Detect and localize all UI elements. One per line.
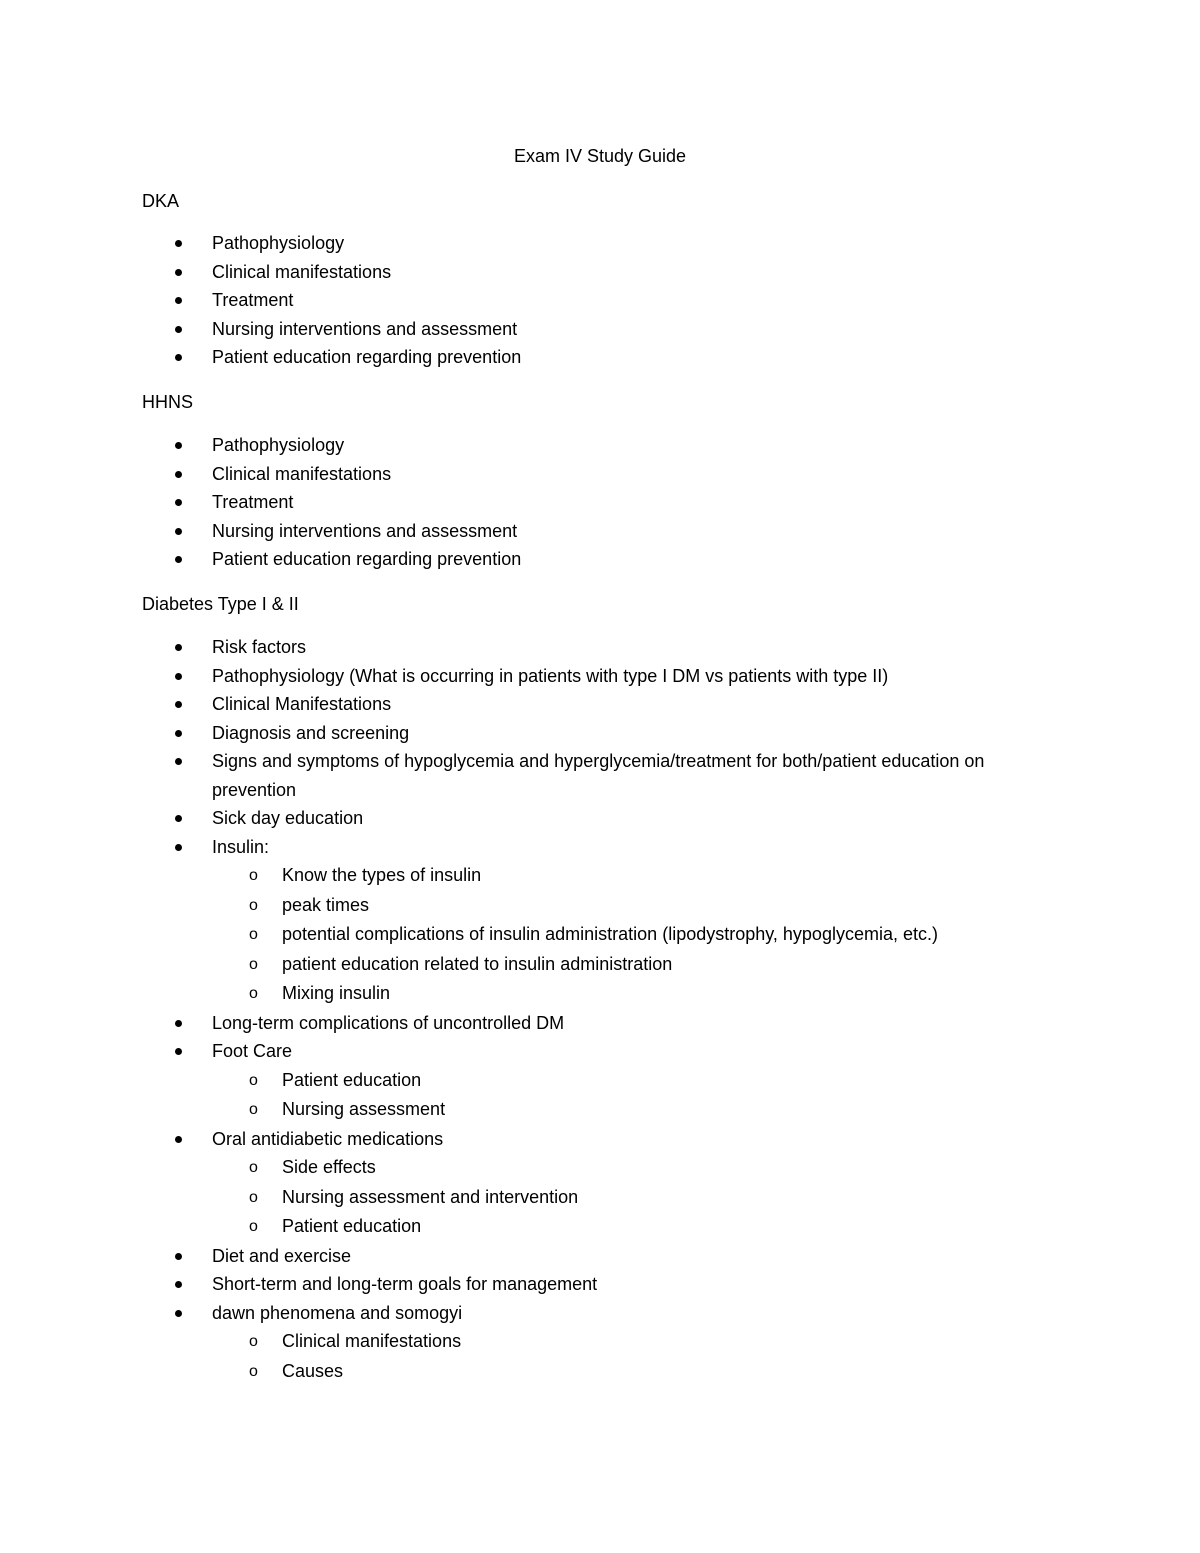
list-item: dawn phenomena and somogyi bbox=[0, 1299, 1042, 1328]
list-item: Insulin: bbox=[0, 833, 1042, 862]
circle-bullet-icon: o bbox=[249, 1333, 258, 1350]
bullet-icon bbox=[175, 1020, 182, 1027]
bullet-icon bbox=[175, 1136, 182, 1143]
bullet-icon bbox=[175, 758, 182, 765]
list-item: Pathophysiology (What is occurring in patients with type I DM vs patients with type II) bbox=[0, 662, 1042, 691]
list-item: Diet and exercise bbox=[0, 1242, 1042, 1271]
list-item: Signs and symptoms of hypoglycemia and hyperglycemia/treatment for both/patient education on prevention bbox=[0, 747, 1042, 804]
circle-bullet-icon: o bbox=[249, 955, 258, 973]
bullet-icon bbox=[175, 297, 182, 304]
list-item: Nursing interventions and assessment bbox=[0, 315, 1042, 344]
section-heading-diabetes: Diabetes Type I & II bbox=[142, 594, 299, 614]
bullet-icon bbox=[175, 730, 182, 737]
section-heading-dka: DKA bbox=[142, 191, 180, 211]
bullet-icon bbox=[175, 269, 182, 276]
list-item: Treatment bbox=[0, 488, 1042, 517]
page-title: Exam IV Study Guide bbox=[513, 146, 687, 166]
circle-bullet-icon: o bbox=[249, 867, 258, 884]
bullet-icon bbox=[175, 1281, 182, 1288]
circle-bullet-icon: o bbox=[249, 1362, 258, 1380]
list-item: Short-term and long-term goals for management bbox=[0, 1270, 1042, 1299]
sub-list-item: o patient education related to insulin administration bbox=[0, 950, 1042, 980]
sub-list-item: o Patient education bbox=[0, 1066, 1042, 1096]
bullet-icon bbox=[175, 701, 182, 708]
list-item: Treatment bbox=[0, 286, 1042, 315]
sub-list-item: o Know the types of insulin bbox=[0, 861, 1042, 891]
sub-list-item: o Clinical manifestations bbox=[0, 1327, 1042, 1357]
list-item: Clinical manifestations bbox=[0, 460, 1042, 489]
circle-bullet-icon: o bbox=[249, 985, 258, 1002]
list-item: Diagnosis and screening bbox=[0, 719, 1042, 748]
circle-bullet-icon: o bbox=[249, 1101, 258, 1118]
bullet-icon bbox=[175, 354, 182, 361]
list-item: Foot Care bbox=[0, 1037, 1042, 1066]
list-item: Clinical manifestations bbox=[0, 258, 1042, 287]
list-item: Patient education regarding prevention bbox=[0, 545, 1042, 574]
hhns-list bbox=[0, 431, 1042, 574]
list-item: Sick day education bbox=[0, 804, 1042, 833]
circle-bullet-icon: o bbox=[249, 1188, 258, 1206]
sub-list-item: o Side effects bbox=[0, 1153, 1042, 1183]
sub-list-item: o potential complications of insulin administration (lipodystrophy, hypoglycemia, etc.) bbox=[0, 920, 1042, 950]
sub-list-item: o Nursing assessment bbox=[0, 1095, 1042, 1125]
sub-list-item: o Causes bbox=[0, 1357, 1042, 1387]
bullet-icon bbox=[175, 471, 182, 478]
circle-bullet-icon: o bbox=[249, 926, 258, 943]
section-heading-hhns: HHNS bbox=[142, 392, 194, 412]
bullet-icon bbox=[175, 815, 182, 822]
bullet-icon bbox=[175, 673, 182, 680]
circle-bullet-icon: o bbox=[249, 1071, 258, 1089]
bullet-icon bbox=[175, 528, 182, 535]
list-item: Pathophysiology bbox=[0, 229, 1042, 258]
diabetes-list bbox=[0, 633, 1042, 1386]
bullet-icon bbox=[175, 844, 182, 851]
bullet-icon bbox=[175, 442, 182, 449]
circle-bullet-icon: o bbox=[249, 1159, 258, 1176]
list-item: Oral antidiabetic medications bbox=[0, 1125, 1042, 1154]
bullet-icon bbox=[175, 499, 182, 506]
sub-list-item: o Nursing assessment and intervention bbox=[0, 1183, 1042, 1213]
bullet-icon bbox=[175, 326, 182, 333]
bullet-icon bbox=[175, 556, 182, 563]
list-item: Risk factors bbox=[0, 633, 1042, 662]
bullet-icon bbox=[175, 240, 182, 247]
sub-list-item: o Patient education bbox=[0, 1212, 1042, 1242]
circle-bullet-icon: o bbox=[249, 896, 258, 914]
circle-bullet-icon: o bbox=[249, 1218, 258, 1235]
list-item: Patient education regarding prevention bbox=[0, 343, 1042, 372]
list-item: Pathophysiology bbox=[0, 431, 1042, 460]
list-item: Clinical Manifestations bbox=[0, 690, 1042, 719]
list-item: Long-term complications of uncontrolled DM bbox=[0, 1009, 1042, 1038]
dka-list bbox=[0, 229, 1042, 372]
sub-list-item: o Mixing insulin bbox=[0, 979, 1042, 1009]
bullet-icon bbox=[175, 644, 182, 651]
sub-list-item: o peak times bbox=[0, 891, 1042, 921]
bullet-icon bbox=[175, 1048, 182, 1055]
bullet-icon bbox=[175, 1310, 182, 1317]
bullet-icon bbox=[175, 1253, 182, 1260]
list-item: Nursing interventions and assessment bbox=[0, 517, 1042, 546]
